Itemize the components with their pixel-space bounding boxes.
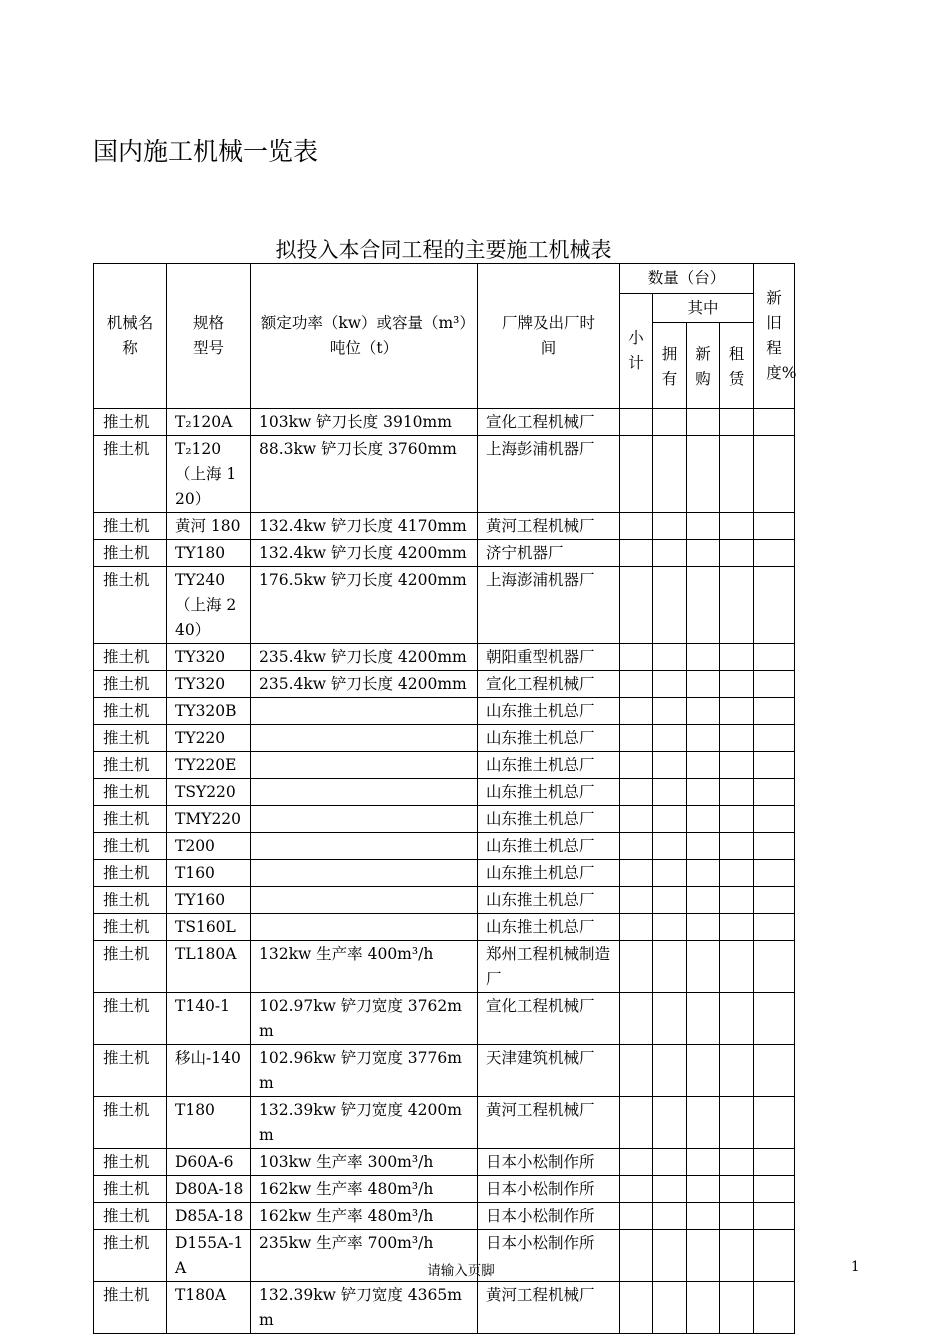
- cell-own: [653, 941, 687, 993]
- cell-lease: [720, 1045, 754, 1097]
- cell-maker: 天津建筑机械厂: [478, 1045, 620, 1097]
- cell-subtotal: [620, 1045, 653, 1097]
- cell-power: 102.96kw 铲刀宽度 3776mm: [251, 1045, 478, 1097]
- cell-model: TY320: [167, 671, 251, 698]
- cell-lease: [720, 567, 754, 644]
- cell-condition: [754, 1097, 795, 1149]
- table-row: [94, 671, 795, 698]
- cell-machine-name: 推土机: [94, 436, 167, 513]
- cell-condition: [754, 993, 795, 1045]
- cell-own: [653, 1097, 687, 1149]
- cell-lease: [720, 409, 754, 436]
- table-row: [94, 1097, 795, 1149]
- cell-power: 103kw 生产率 300m³/h: [251, 1149, 478, 1176]
- page-footer: 请输入页脚: [427, 1263, 495, 1279]
- cell-new-buy: [687, 725, 720, 752]
- cell-machine-name: 推土机: [94, 567, 167, 644]
- cell-power: 132.39kw 铲刀宽度 4200mm: [251, 1097, 478, 1149]
- cell-condition: [754, 513, 795, 540]
- cell-model: TMY220: [167, 806, 251, 833]
- cell-model: TY320: [167, 644, 251, 671]
- cell-maker: 山东推土机总厂: [478, 779, 620, 806]
- cell-own: [653, 752, 687, 779]
- cell-lease: [720, 1149, 754, 1176]
- cell-new-buy: [687, 779, 720, 806]
- cell-subtotal: [620, 1203, 653, 1230]
- cell-machine-name: 推土机: [94, 1097, 167, 1149]
- cell-condition: [754, 1176, 795, 1203]
- cell-machine-name: 推土机: [94, 941, 167, 993]
- cell-condition: [754, 833, 795, 860]
- table-row: [94, 567, 795, 644]
- table-row: [94, 1282, 795, 1334]
- cell-own: [653, 644, 687, 671]
- cell-new-buy: [687, 644, 720, 671]
- cell-subtotal: [620, 1176, 653, 1203]
- cell-maker: 山东推土机总厂: [478, 752, 620, 779]
- header-lease: 租赁: [720, 323, 754, 409]
- cell-condition: [754, 1203, 795, 1230]
- cell-machine-name: 推土机: [94, 833, 167, 860]
- cell-maker: 日本小松制作所: [478, 1230, 620, 1282]
- cell-own: [653, 725, 687, 752]
- cell-power: 176.5kw 铲刀长度 4200mm: [251, 567, 478, 644]
- cell-condition: [754, 887, 795, 914]
- cell-model: TY220: [167, 725, 251, 752]
- cell-own: [653, 436, 687, 513]
- cell-own: [653, 1045, 687, 1097]
- cell-model: T160: [167, 860, 251, 887]
- cell-condition: [754, 1045, 795, 1097]
- cell-model: TY160: [167, 887, 251, 914]
- cell-condition: [754, 860, 795, 887]
- cell-condition: [754, 1149, 795, 1176]
- cell-machine-name: 推土机: [94, 1045, 167, 1097]
- cell-subtotal: [620, 698, 653, 725]
- cell-lease: [720, 914, 754, 941]
- cell-machine-name: 推土机: [94, 540, 167, 567]
- cell-power: 102.97kw 铲刀宽度 3762mm: [251, 993, 478, 1045]
- cell-model: TS160L: [167, 914, 251, 941]
- cell-power: [251, 752, 478, 779]
- cell-subtotal: [620, 1149, 653, 1176]
- table-row: [94, 436, 795, 513]
- cell-own: [653, 540, 687, 567]
- cell-maker: 郑州工程机械制造厂: [478, 941, 620, 993]
- header-maker: 厂牌及出厂时间: [478, 264, 620, 409]
- cell-own: [653, 806, 687, 833]
- table-row: [94, 644, 795, 671]
- cell-subtotal: [620, 993, 653, 1045]
- cell-model: T₂120（上海 120）: [167, 436, 251, 513]
- cell-new-buy: [687, 860, 720, 887]
- header-subtotal: 小计: [620, 294, 653, 409]
- cell-new-buy: [687, 1282, 720, 1334]
- cell-subtotal: [620, 1282, 653, 1334]
- cell-model: D60A-6: [167, 1149, 251, 1176]
- cell-power: 162kw 生产率 480m³/h: [251, 1176, 478, 1203]
- table-row: [94, 1045, 795, 1097]
- table-row: [94, 698, 795, 725]
- cell-new-buy: [687, 409, 720, 436]
- cell-lease: [720, 941, 754, 993]
- cell-subtotal: [620, 806, 653, 833]
- cell-condition: [754, 779, 795, 806]
- cell-machine-name: 推土机: [94, 860, 167, 887]
- cell-machine-name: 推土机: [94, 644, 167, 671]
- cell-subtotal: [620, 779, 653, 806]
- cell-power: [251, 806, 478, 833]
- cell-machine-name: 推土机: [94, 513, 167, 540]
- cell-maker: 济宁机器厂: [478, 540, 620, 567]
- cell-new-buy: [687, 887, 720, 914]
- cell-model: TY220E: [167, 752, 251, 779]
- cell-condition: [754, 806, 795, 833]
- table-row: [94, 914, 795, 941]
- cell-lease: [720, 1097, 754, 1149]
- table-row: [94, 752, 795, 779]
- cell-model: TY320B: [167, 698, 251, 725]
- cell-maker: 宣化工程机械厂: [478, 993, 620, 1045]
- table-row: [94, 725, 795, 752]
- cell-lease: [720, 671, 754, 698]
- cell-machine-name: 推土机: [94, 1203, 167, 1230]
- cell-lease: [720, 1203, 754, 1230]
- cell-model: T180: [167, 1097, 251, 1149]
- cell-maker: 日本小松制作所: [478, 1176, 620, 1203]
- cell-model: 黄河 180: [167, 513, 251, 540]
- cell-machine-name: 推土机: [94, 725, 167, 752]
- page-number: 1: [851, 1259, 860, 1275]
- cell-lease: [720, 779, 754, 806]
- cell-new-buy: [687, 1203, 720, 1230]
- cell-lease: [720, 1282, 754, 1334]
- cell-subtotal: [620, 833, 653, 860]
- table-row: [94, 833, 795, 860]
- cell-model: T140-1: [167, 993, 251, 1045]
- header-own: 拥有: [653, 323, 687, 409]
- cell-power: [251, 887, 478, 914]
- cell-maker: 宣化工程机械厂: [478, 409, 620, 436]
- cell-new-buy: [687, 436, 720, 513]
- cell-maker: 山东推土机总厂: [478, 887, 620, 914]
- cell-maker: 山东推土机总厂: [478, 698, 620, 725]
- cell-own: [653, 993, 687, 1045]
- cell-lease: [720, 725, 754, 752]
- cell-maker: 山东推土机总厂: [478, 725, 620, 752]
- cell-new-buy: [687, 540, 720, 567]
- cell-condition: [754, 698, 795, 725]
- cell-model: TL180A: [167, 941, 251, 993]
- cell-machine-name: 推土机: [94, 1230, 167, 1282]
- cell-condition: [754, 671, 795, 698]
- cell-condition: [754, 1282, 795, 1334]
- cell-condition: [754, 914, 795, 941]
- cell-lease: [720, 540, 754, 567]
- cell-lease: [720, 644, 754, 671]
- cell-condition: [754, 644, 795, 671]
- table-row: [94, 941, 795, 993]
- cell-power: 235.4kw 铲刀长度 4200mm: [251, 644, 478, 671]
- cell-power: [251, 833, 478, 860]
- cell-machine-name: 推土机: [94, 993, 167, 1045]
- cell-machine-name: 推土机: [94, 409, 167, 436]
- cell-power: 132.4kw 铲刀长度 4170mm: [251, 513, 478, 540]
- document-title: 国内施工机械一览表: [93, 137, 319, 166]
- cell-new-buy: [687, 1176, 720, 1203]
- cell-model: T200: [167, 833, 251, 860]
- cell-maker: 黄河工程机械厂: [478, 1097, 620, 1149]
- cell-condition: [754, 941, 795, 993]
- cell-new-buy: [687, 1149, 720, 1176]
- cell-new-buy: [687, 993, 720, 1045]
- cell-power: 132kw 生产率 400m³/h: [251, 941, 478, 993]
- cell-new-buy: [687, 914, 720, 941]
- cell-machine-name: 推土机: [94, 1282, 167, 1334]
- table-row: [94, 860, 795, 887]
- cell-own: [653, 567, 687, 644]
- cell-machine-name: 推土机: [94, 752, 167, 779]
- table-row: [94, 409, 795, 436]
- table-row: [94, 1203, 795, 1230]
- cell-own: [653, 779, 687, 806]
- cell-new-buy: [687, 671, 720, 698]
- cell-machine-name: 推土机: [94, 914, 167, 941]
- cell-subtotal: [620, 752, 653, 779]
- cell-own: [653, 1282, 687, 1334]
- cell-maker: 黄河工程机械厂: [478, 1282, 620, 1334]
- header-among: 其中: [653, 294, 754, 323]
- cell-lease: [720, 436, 754, 513]
- cell-subtotal: [620, 540, 653, 567]
- cell-machine-name: 推土机: [94, 1149, 167, 1176]
- cell-model: T180A: [167, 1282, 251, 1334]
- cell-model: 移山-140: [167, 1045, 251, 1097]
- table-row: [94, 540, 795, 567]
- cell-maker: 山东推土机总厂: [478, 860, 620, 887]
- cell-power: [251, 779, 478, 806]
- cell-own: [653, 409, 687, 436]
- cell-subtotal: [620, 1097, 653, 1149]
- cell-lease: [720, 833, 754, 860]
- cell-subtotal: [620, 644, 653, 671]
- cell-machine-name: 推土机: [94, 671, 167, 698]
- cell-own: [653, 1176, 687, 1203]
- table-row: [94, 887, 795, 914]
- cell-model: TY240（上海 240）: [167, 567, 251, 644]
- cell-condition: [754, 752, 795, 779]
- cell-power: 162kw 生产率 480m³/h: [251, 1203, 478, 1230]
- cell-machine-name: 推土机: [94, 887, 167, 914]
- cell-new-buy: [687, 833, 720, 860]
- cell-own: [653, 671, 687, 698]
- cell-machine-name: 推土机: [94, 806, 167, 833]
- cell-maker: 朝阳重型机器厂: [478, 644, 620, 671]
- cell-power: 103kw 铲刀长度 3910mm: [251, 409, 478, 436]
- cell-subtotal: [620, 725, 653, 752]
- cell-own: [653, 887, 687, 914]
- cell-maker: 山东推土机总厂: [478, 806, 620, 833]
- cell-subtotal: [620, 409, 653, 436]
- table-row: [94, 513, 795, 540]
- cell-maker: 日本小松制作所: [478, 1149, 620, 1176]
- cell-subtotal: [620, 513, 653, 540]
- cell-power: [251, 725, 478, 752]
- cell-lease: [720, 698, 754, 725]
- cell-subtotal: [620, 914, 653, 941]
- cell-lease: [720, 993, 754, 1045]
- header-power: 额定功率（kw）或容量（m³）吨位（t）: [251, 264, 478, 409]
- cell-condition: [754, 436, 795, 513]
- cell-condition: [754, 409, 795, 436]
- cell-model: TSY220: [167, 779, 251, 806]
- cell-own: [653, 860, 687, 887]
- header-machine-name: 机械名称: [94, 264, 167, 409]
- cell-subtotal: [620, 671, 653, 698]
- cell-new-buy: [687, 752, 720, 779]
- cell-model: D80A-18: [167, 1176, 251, 1203]
- table-row: [94, 806, 795, 833]
- cell-power: [251, 860, 478, 887]
- cell-condition: [754, 540, 795, 567]
- cell-subtotal: [620, 567, 653, 644]
- cell-lease: [720, 752, 754, 779]
- cell-power: 235kw 生产率 700m³/h: [251, 1230, 478, 1282]
- cell-own: [653, 513, 687, 540]
- cell-model: D155A-1A: [167, 1230, 251, 1282]
- cell-maker: 上海彭浦机器厂: [478, 436, 620, 513]
- cell-power: 235.4kw 铲刀长度 4200mm: [251, 671, 478, 698]
- cell-own: [653, 1203, 687, 1230]
- cell-condition: [754, 725, 795, 752]
- cell-condition: [754, 567, 795, 644]
- cell-lease: [720, 806, 754, 833]
- table-title: 拟投入本合同工程的主要施工机械表: [275, 238, 612, 262]
- cell-subtotal: [620, 887, 653, 914]
- cell-lease: [720, 513, 754, 540]
- cell-own: [653, 914, 687, 941]
- header-model: 规格型号: [167, 264, 251, 409]
- cell-new-buy: [687, 513, 720, 540]
- cell-new-buy: [687, 806, 720, 833]
- cell-power: 88.3kw 铲刀长度 3760mm: [251, 436, 478, 513]
- table-row: [94, 993, 795, 1045]
- cell-lease: [720, 1176, 754, 1203]
- cell-maker: 日本小松制作所: [478, 1203, 620, 1230]
- header-condition: 新旧程度%: [754, 264, 795, 409]
- cell-lease: [720, 887, 754, 914]
- cell-machine-name: 推土机: [94, 1176, 167, 1203]
- cell-power: [251, 914, 478, 941]
- cell-machine-name: 推土机: [94, 779, 167, 806]
- cell-power: 132.39kw 铲刀宽度 4365mm: [251, 1282, 478, 1334]
- cell-maker: 山东推土机总厂: [478, 914, 620, 941]
- machinery-table: [93, 263, 795, 1334]
- table-row: [94, 1149, 795, 1176]
- cell-model: T₂120A: [167, 409, 251, 436]
- cell-maker: 宣化工程机械厂: [478, 671, 620, 698]
- cell-maker: 上海澎浦机器厂: [478, 567, 620, 644]
- cell-maker: 山东推土机总厂: [478, 833, 620, 860]
- cell-own: [653, 833, 687, 860]
- cell-new-buy: [687, 941, 720, 993]
- cell-power: 132.4kw 铲刀长度 4200mm: [251, 540, 478, 567]
- cell-subtotal: [620, 436, 653, 513]
- cell-power: [251, 698, 478, 725]
- table-row: [94, 779, 795, 806]
- cell-lease: [720, 860, 754, 887]
- cell-maker: 黄河工程机械厂: [478, 513, 620, 540]
- cell-subtotal: [620, 941, 653, 993]
- cell-own: [653, 698, 687, 725]
- cell-new-buy: [687, 1097, 720, 1149]
- cell-model: D85A-18: [167, 1203, 251, 1230]
- cell-machine-name: 推土机: [94, 698, 167, 725]
- cell-new-buy: [687, 1045, 720, 1097]
- cell-new-buy: [687, 567, 720, 644]
- cell-subtotal: [620, 860, 653, 887]
- cell-new-buy: [687, 698, 720, 725]
- header-quantity: 数量（台）: [620, 264, 754, 294]
- cell-own: [653, 1149, 687, 1176]
- table-row: [94, 1176, 795, 1203]
- header-new-buy: 新购: [687, 323, 720, 409]
- cell-model: TY180: [167, 540, 251, 567]
